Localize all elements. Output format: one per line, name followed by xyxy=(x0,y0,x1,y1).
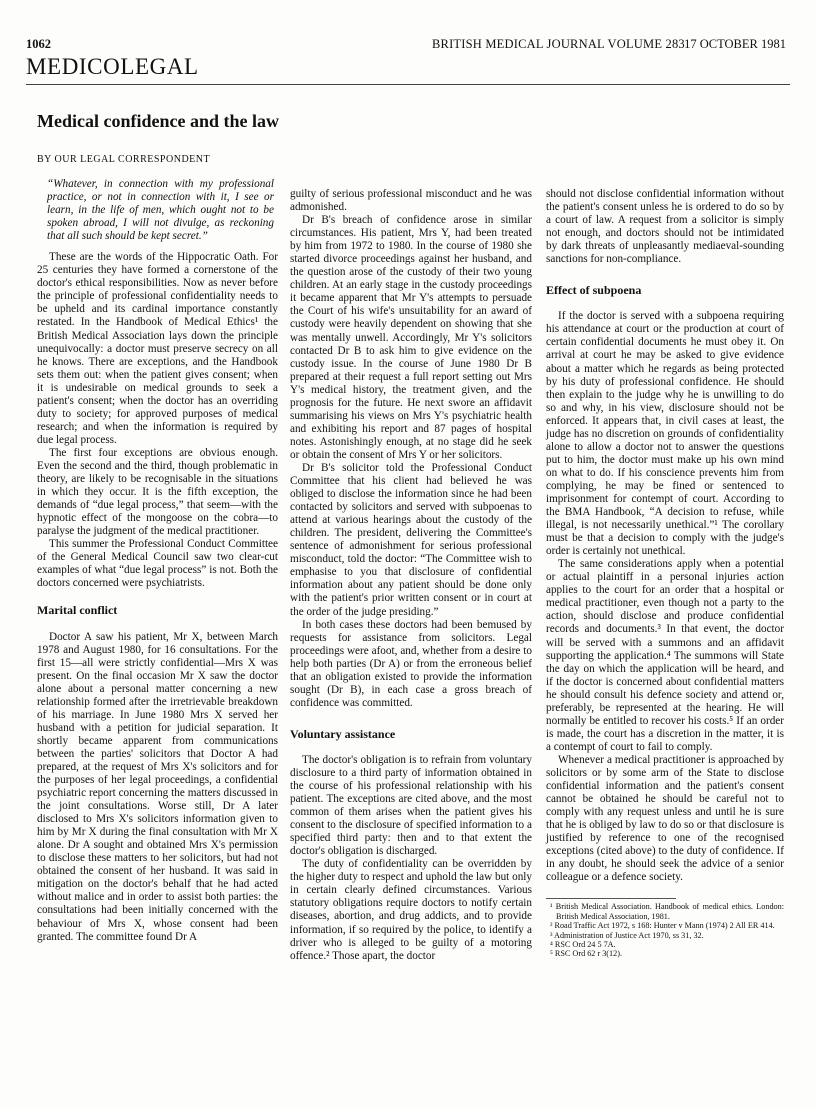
hippocratic-quote: “Whatever, in connection with my professional practice, or not in connection with it, I see or learn, in the life of men, which ought not to be spoken abroad, I will not divulge, as reckoning that all such should be kept secret.” xyxy=(47,178,274,243)
footnote-divider xyxy=(546,898,676,899)
paragraph: The doctor's obligation is to refrain from voluntary disclosure to a third party of information obtained in the course of his professional relationship with his patient. The exceptions are cited above, and the most common of them arises when the patient gives his consent to the disclosure of specified information to a specified third party: then and to that extent the doctor's obligation is discharged. xyxy=(290,753,532,858)
paragraph: Whenever a medical practitioner is approached by solicitors or by some arm of the State to disclose confidential information and the patient's consent cannot be obtained he should be careful not to comply with any request unless and until he is sure that he is obliged by law to do so or that disclosure is justified by reference to one of the recognised exceptions (cited above) to the duty of confidence. If in any doubt, he should seek the advice of a senior colleague or a defence society. xyxy=(546,753,785,884)
article-byline: BY OUR LEGAL CORRESPONDENT xyxy=(37,154,211,165)
paragraph: Doctor A saw his patient, Mr X, between March 1978 and August 1980, for 16 consultations. For the first 15—all were strictly confidential—Mrs X was present. On the final occasion Mr X saw the doctor alone about a personal matter concerning a new relationship formed after the irretrievable breakdown of his marriage. In June 1980 Mrs X served her husband with a petition for judicial separation. It shortly became apparent from communications between the parties' solicitors that Doctor A had prepared, at the request of Mrs X's solicitors and for the purposes of her legal proceedings, a confidential psychiatric report concerning the matters discussed in the joint consultations. Worse still, Dr A later disclosed to Mrs X's solicitors information given to him by Mr X during the final consultation with Mr X alone. Dr A sought and obtained Mrs X's permission to disclose these matters to her solicitors, but had not obtained the consent of her husband. It was said in mitigation on the doctor's behalf that he had acted without malice and in order to assist both parties: the consultations had been initially concerned with the behaviour of Mrs X, whose consent had been granted. The committee found Dr A xyxy=(37,630,278,943)
text-column-2 xyxy=(290,188,532,963)
section-divider xyxy=(26,84,790,85)
text-column-3 xyxy=(546,188,784,959)
paragraph: The duty of confidentiality can be overridden by the higher duty to respect and uphold the law but only in certain clearly defined circumstances. Various statutory obligations require doctors to notify certain diseases, abortion, and drug addicts, and to provide information, if so required by the police, to identify a driver who is alleged to be guilty of a motoring offence.² Those apart, the doctor xyxy=(290,858,532,962)
page-number: 1062 xyxy=(26,37,51,51)
footnotes xyxy=(546,902,784,958)
section-title: MEDICOLEGAL xyxy=(26,54,199,79)
subheading-voluntary-assistance: Voluntary assistance xyxy=(290,726,396,741)
paragraph: should not disclose confidential information without the patient's consent unless he is ordered to do so by a court of law. A request from a solicitor is simply not enough, and doctors should not be intimidated by dark threats of unpleasantly mediaeval-sounding sanctions for non-compliance. xyxy=(546,188,784,266)
subheading-marital-conflict: Marital conflict xyxy=(37,603,118,618)
footnote-4: ⁴ RSC Ord 24 5 7A. xyxy=(550,940,616,950)
paragraph: Dr B's breach of confidence arose in similar circumstances. His patient, Mrs Y, had been treated by him from 1972 to 1980. In the course of 1980 she started divorce proceedings against her husband, and the question arose of the custody of their two young children. At an early stage in the custody proceedings it became apparent that Mr Y's attempts to persuade the Court of his wife's unsuitability for an award of custody were heavily dependent on showing that she was mentally unwell. Accordingly, Mr Y's solicitors contacted Dr B to ask him to give evidence on the custody issue. In the course of June 1980 Dr B prepared at their request a full report setting out Mrs Y's medical history, the treatment given, and the prognosis for the future. He next swore an affidavit summarising his views on Mrs Y's psychiatric health and exhibiting his report and 87 pages of hospital notes. Astonishingly enough, at no stage did he seek or obtain the consent of Mrs Y or her solicitors. xyxy=(290,214,532,461)
footnote-5: ⁵ RSC Ord 62 r 3(12). xyxy=(550,949,622,959)
paragraph: In both cases these doctors had been bemused by requests for assistance from solicitors. Legal proceedings were afoot, and, whether from a desire to help both parties (Dr A) or from the erroneous belief that an obligation existed to provide the information sought (Dr B), in each case a gross breach of confidence was committed. xyxy=(290,618,532,709)
footnote-1: ¹ British Medical Association. Handbook of medical ethics. London: British Medical Association, 1981. xyxy=(550,902,784,921)
running-header xyxy=(26,37,790,55)
subheading-effect-of-subpoena: Effect of subpoena xyxy=(546,283,642,298)
paragraph: This summer the Professional Conduct Committee of the General Medical Council saw two clear-cut examples of what “due legal process” is not. Both the doctors concerned were psychiatrists. xyxy=(37,538,278,590)
article-title: Medical confidence and the law xyxy=(37,111,279,131)
paragraph: The same considerations apply when a potential or actual plaintiff in a personal injuries action applies to the court for an order that a hospital or medical practitioner, even though not a party to the action, should disclose and produce confidential records and documents.³ In that event, the doctor will be served with a summons and an affidavit supporting the application.⁴ The summons will State the day on which the application will be heard, and if the doctor is concerned about confidential matters he should consult his defence society and attend or, preferably, be represented at the hearing. He will normally be entitled to recover his costs.⁵ If an order is made, the court has a discretion in the matter, it is a contempt of court to fail to comply. xyxy=(546,558,784,753)
journal-name: BRITISH MEDICAL JOURNAL VOLUME 283 xyxy=(432,37,685,51)
paragraph: If the doctor is served with a subpoena requiring his attendance at court or the production at court of certain confidential documents he must obey it. On arrival at court he may be asked to give evidence about a matter which he regards as being protected by his duty of professional confidence. He should then explain to the judge why he is unwilling to do so and why, in his view, disclosure should not be enforced. It appears that, in civil cases at least, the judge has no discretion on grounds of confidentiality alone to allow a doctor not to answer the questions put to him, the doctor must make up his own mind on what to do. If his conscience prevents him from complying, he may be fined or sentenced to imprisonment for contempt of court. According to the BMA Handbook, “A decision to refuse, while illegal, is not necessarily unethical.”¹ The corollary must be that a decision to comply with the judge's order is certainly not unethical. xyxy=(546,310,784,558)
text-column-1 xyxy=(37,178,278,944)
paragraph: The first four exceptions are obvious enough. Even the second and the third, though problematic in theory, are likely to be recognisable in the situations in which they occur. It is the fifth exception, the demands of “due legal process,” that seem—with the hypnotic effect of the mongoose on the cobra—to paralyse the judgment of the medical practitioner. xyxy=(37,446,278,538)
issue-date: 17 OCTOBER 1981 xyxy=(684,37,786,51)
paragraph: Dr B's solicitor told the Professional Conduct Committee that his client had believed he was obliged to disclose the information since he had been contacted by solicitors and served with subpoenas to attend at various hearings about the custody of the children. The president, delivering the Committee's sentence of admonishment for serious professional misconduct, told the doctor: “The Committee wish to emphasise to you that disclosure of confidential information about any patient should be done only with the patient's prior written consent or in court at the order of the judge presiding.” xyxy=(290,461,532,618)
footnote-3: ³ Administration of Justice Act 1970, ss 31, 32. xyxy=(550,930,704,940)
paragraph: These are the words of the Hippocratic Oath. For 25 centuries they have formed a cornerstone of the doctor's ethical responsibilities. Now as never before the principle of professional confidentiality needs to be upheld and its cardinal importance constantly restated. In the Handbook of Medical Ethics¹ the British Medical Association lays down the principle unequivocally: a doctor must preserve secrecy on all he knows. There are exceptions, and the Handbook sets them out: when the patient gives consent; when it is undesirable on medical grounds to seek a patient's consent; when the doctor has an overriding duty to society; for approved purposes of medical research; and when the information is required by due legal process. xyxy=(37,251,278,446)
paragraph: guilty of serious professional misconduct and he was admonished. xyxy=(290,188,532,214)
footnote-2: ² Road Traffic Act 1972, s 168: Hunter v Mann (1974) 2 All ER 414. xyxy=(550,921,775,931)
